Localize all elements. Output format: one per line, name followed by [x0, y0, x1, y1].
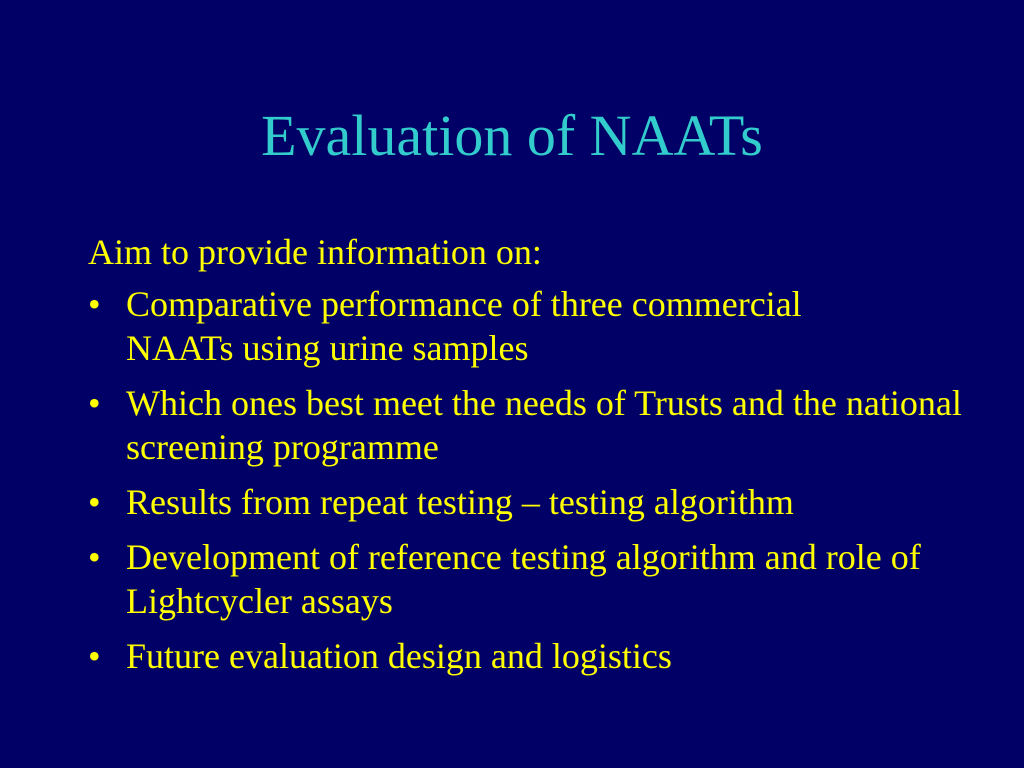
intro-text: Aim to provide information on:	[88, 232, 542, 272]
bullet-item-3	[88, 480, 988, 524]
bullet-text: Development of reference testing algorithm and role of Lightcycler assays	[126, 537, 921, 621]
bullet-dot-icon: •	[88, 383, 101, 423]
bullet-item-2	[88, 381, 988, 469]
bullet-dot-icon: •	[88, 482, 101, 522]
bullet-dot-icon: •	[88, 636, 101, 676]
bullet-item-1	[88, 282, 988, 370]
slide-title: Evaluation of NAATs	[261, 103, 763, 168]
bullet-item-4	[88, 535, 988, 623]
slide-body	[88, 230, 988, 689]
bullet-text: Future evaluation design and logistics	[126, 636, 672, 676]
bullet-list	[88, 282, 988, 678]
bullet-dot-icon: •	[88, 537, 101, 577]
bullet-dot-icon: •	[88, 284, 101, 324]
bullet-text: Results from repeat testing – testing algorithm	[126, 482, 794, 522]
bullet-text: Comparative performance of three commercial NAATs using urine samples	[126, 284, 802, 368]
bullet-text: Which ones best meet the needs of Trusts and the national screening programme	[126, 383, 962, 467]
bullet-item-5	[88, 634, 988, 678]
